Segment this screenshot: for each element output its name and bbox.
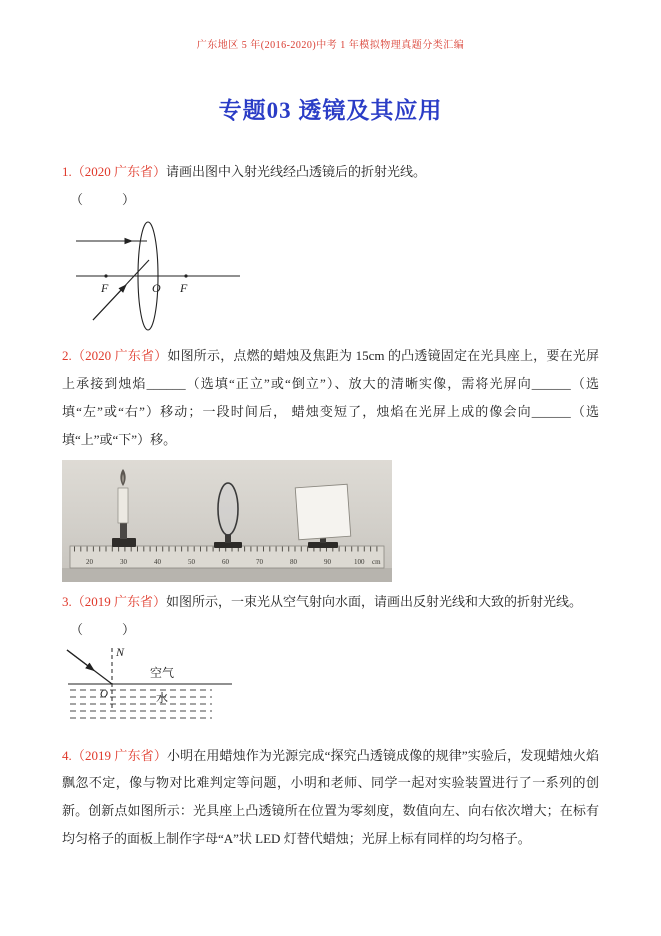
incident-ray-oblique-arrow [93,285,126,320]
ruler-number: 20 [86,557,93,566]
question-2-number: 2.（2020 广东省） [62,347,168,363]
document-header: 广东地区 5 年(2016-2020)中考 1 年模拟物理真题分类汇编 [196,40,465,51]
question-4 [62,742,599,854]
question-3-answer-bracket: （ ） [70,621,136,637]
optical-bench-photo [62,460,392,582]
candle-holder-base [112,538,136,547]
candle [112,469,136,547]
page-title: 专题03 透镜及其应用 [218,98,443,123]
document-body [62,158,599,853]
optical-bench-photo-svg [62,460,392,582]
candle-body [118,488,128,523]
water-hatching [70,687,212,718]
table-surface [62,568,392,582]
ruler-number: 60 [222,557,229,566]
question-1-answer-bracket: （ ） [70,191,136,207]
focus-right-label: F [180,280,188,295]
question-2-text: 如图所示，点燃的蜡烛及焦距为 15cm 的凸透镜固定在光具座上，要在光屏上承接到烛焰______（选填“正立”或“倒立”）、放大的清晰实像，需将光屏向______（选填“左”或“右”）移动；一段时间后， 蜡烛变短了，烛焰在光屏上成的像会向______（选填“上”或“下”）移。 [62,347,599,447]
ruler-number: 90 [324,557,331,566]
water-label: 水 [156,690,169,705]
ruler-number: 70 [256,557,263,566]
projection-screen [295,484,351,540]
incidence-point-label: O [100,687,108,700]
convex-lens-photo [218,483,238,535]
screen-on-holder [295,484,351,548]
question-3-number: 3.（2019 广东省） [62,593,167,609]
ruler-number: 100 [354,557,365,566]
question-1-text: 请画出图中入射光线经凸透镜后的折射光线。 [166,164,427,179]
ruler-number: 40 [154,557,161,566]
question-3 [62,588,599,616]
ruler-number: 80 [290,557,297,566]
question-3-text: 如图所示，一束光从空气射向水面，请画出反射光线和大致的折射光线。 [166,593,583,609]
convex-lens-ray-diagram [68,216,278,338]
ruler-number: 30 [120,557,127,566]
optical-center-label: O [152,280,161,295]
question-1 [62,158,599,186]
question-2 [62,342,599,454]
lens-on-holder [214,483,242,548]
candle-holder-stem [120,522,127,539]
question-1-number: 1.（2020 广东省） [62,164,167,179]
normal-label: N [116,644,125,659]
ruler-number: 50 [188,557,195,566]
refraction-water-diagram [64,644,274,736]
focus-point-right [184,274,187,277]
air-label: 空气 [150,665,175,680]
focus-point-left [104,274,107,277]
question-4-number: 4.（2019 广东省） [62,747,167,763]
incident-light-ray-arrow [67,650,94,671]
question-4-text: 小明在用蜡烛作为光源完成“探究凸透镜成像的规律”实验后，发现蜡烛火焰飘忽不定，像与物对比难判定等问题，小明和老师、同学一起对实验装置进行了一系列的创新。创新点如图所示：光具座上凸透镜所在位置为零刻度，数值向左、向右依次增大；在标有均匀格子的面板上制作字母“A”状 LED 灯替代蜡烛；光屏上标有同样的均匀格子。 [62,747,599,847]
focus-left-label: F [101,280,109,295]
ruler-unit-label: cm [372,557,381,566]
